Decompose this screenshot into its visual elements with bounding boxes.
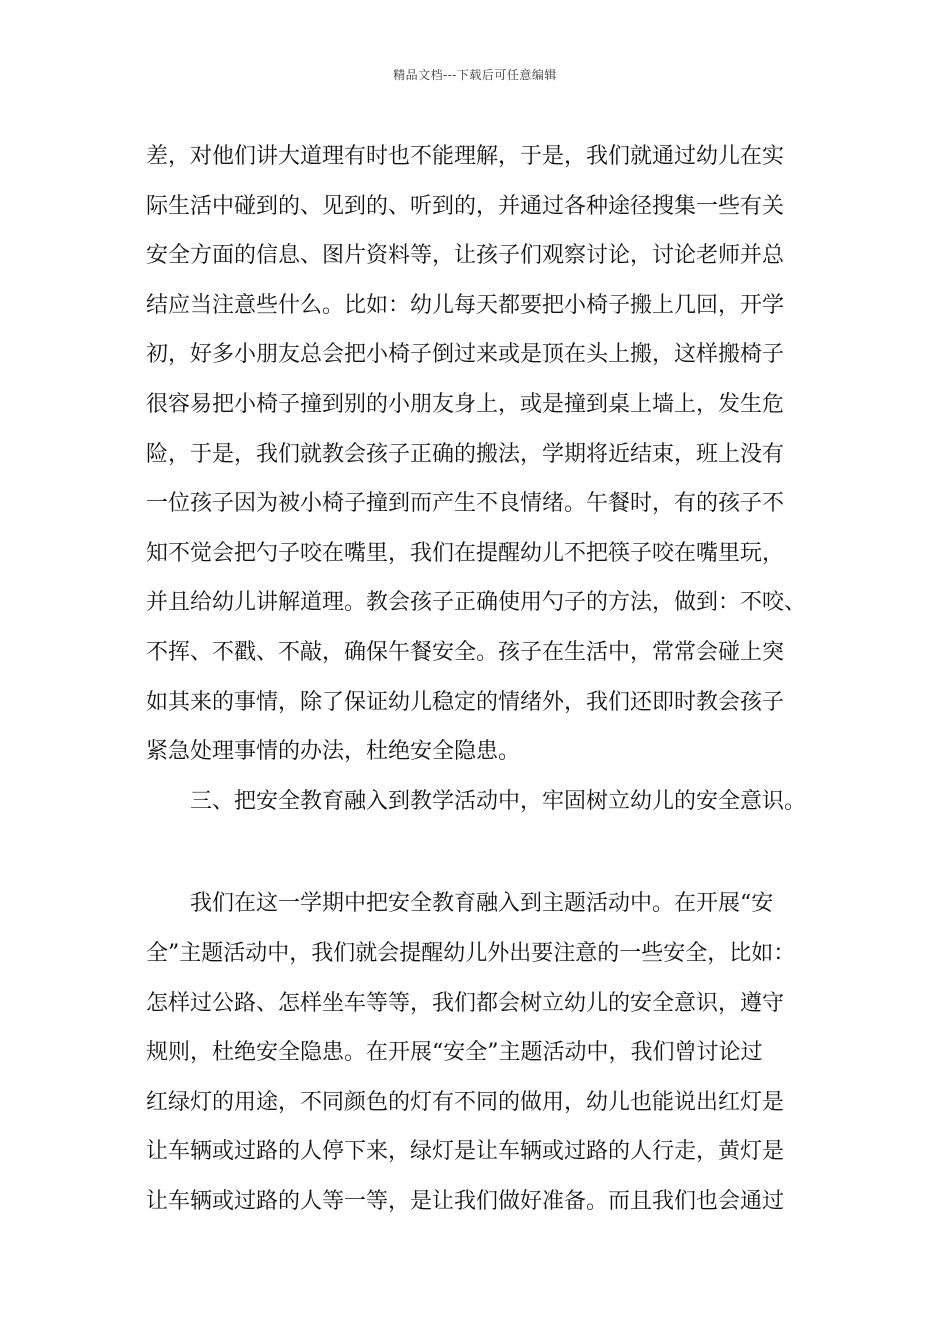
text-line: 如其来的事情，除了保证幼儿稳定的情绪外，我们还即时教会孩子 [146, 689, 785, 715]
text-line: 险，于是，我们就教会孩子正确的搬法，学期将近结束，班上没有 [146, 441, 785, 467]
paragraph-gap [146, 826, 836, 879]
text-line: 不挥、不戳、不敲，确保午餐安全。孩子在生活中，常常会碰上突 [146, 639, 785, 665]
text-line: 知不觉会把勺子咬在嘴里，我们在提醒幼儿不把筷子咬在嘴里玩， [146, 540, 785, 566]
text-line: 紧急处理事情的办法，杜绝安全隐患。 [146, 739, 521, 765]
section-heading: 三、把安全教育融入到教学活动中，牢固树立幼儿的安全意识。 [190, 788, 807, 814]
text-line: 很容易把小椅子撞到别的小朋友身上，或是撞到桌上墙上，发生危 [146, 391, 785, 417]
text-line: 让车辆或过路的人等一等，是让我们做好准备。而且我们也会通过 [146, 1188, 785, 1214]
text-line: 并且给幼儿讲解道理。教会孩子正确使用勺子的方法，做到：不咬、 [146, 590, 807, 616]
text-line: 际生活中碰到的、见到的、听到的，并通过各种途径搜集一些有关 [146, 193, 785, 219]
document-body [146, 132, 836, 1226]
paragraph-2 [146, 879, 836, 1226]
text-line: 规则，杜绝安全隐患。在开展“安全”主题活动中，我们曾讨论过 [146, 1040, 763, 1066]
text-line: 一位孩子因为被小椅子撞到而产生不良情绪。午餐时，有的孩子不 [146, 491, 785, 517]
text-line: 让车辆或过路的人停下来，绿灯是让车辆或过路的人行走，黄灯是 [146, 1139, 785, 1165]
text-line: 结应当注意些什么。比如：幼儿每天都要把小椅子搬上几回，开学 [146, 292, 785, 318]
text-line: 差，对他们讲大道理有时也不能理解，于是，我们就通过幼儿在实 [146, 144, 785, 169]
text-line: 初，好多小朋友总会把小椅子倒过来或是顶在头上搬，这样搬椅子 [146, 342, 785, 368]
paragraph-1 [146, 132, 836, 777]
text-line: 安全方面的信息、图片资料等，让孩子们观察讨论，讨论老师并总 [146, 243, 785, 269]
text-line: 我们在这一学期中把安全教育融入到主题活动中。在开展“安 [190, 891, 774, 917]
text-line: 红绿灯的用途，不同颜色的灯有不同的做用，幼儿也能说出红灯是 [146, 1089, 785, 1115]
text-line: 怎样过公路、怎样坐车等等，我们都会树立幼儿的安全意识，遵守 [146, 990, 785, 1016]
page-header: 精品文档---下载后可任意编辑 [393, 68, 557, 82]
text-line: 全”主题活动中，我们就会提醒幼儿外出要注意的一些安全，比如： [146, 940, 796, 966]
